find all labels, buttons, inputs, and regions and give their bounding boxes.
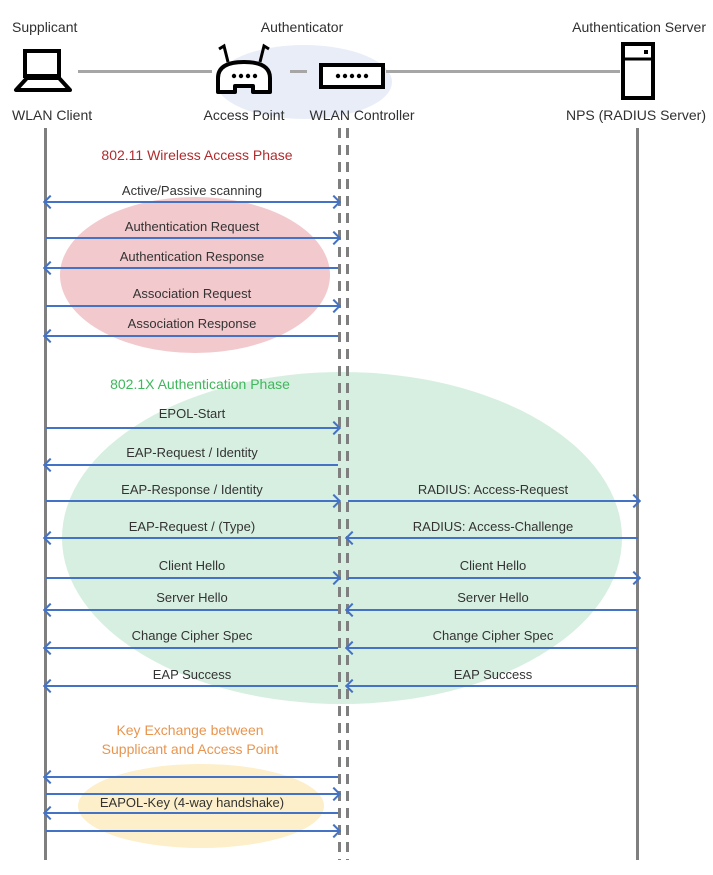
connector-client-ap: [78, 70, 212, 73]
msg-change-cipher-left-label: Change Cipher Spec: [131, 628, 253, 643]
phase-key-exchange-title-line2: Supplicant and Access Point: [101, 741, 279, 757]
msg-change-cipher-left-arrow: [46, 647, 338, 649]
device-wlan-client-label: WLAN Client: [12, 107, 93, 123]
msg-epol-start-arrow: [46, 427, 338, 429]
connector-controller-server: [386, 70, 620, 73]
msg-client-hello-left-label: Client Hello: [158, 558, 226, 573]
msg-server-hello-left-arrow: [46, 609, 338, 611]
msg-eap-success-left-arrow: [46, 685, 338, 687]
role-supplicant-label: Supplicant: [12, 19, 78, 35]
msg-change-cipher-right-label: Change Cipher Spec: [432, 628, 554, 643]
device-wlan-controller-label: WLAN Controller: [309, 107, 415, 123]
msg-eap-request-identity-arrow: [46, 464, 338, 466]
msg-eapol-key-arrow-3: [46, 812, 338, 814]
msg-radius-access-challenge-arrow: [348, 537, 638, 539]
msg-auth-request-label: Authentication Request: [124, 219, 260, 234]
msg-client-hello-right-arrow: [348, 577, 638, 579]
msg-eapol-key-arrow-1: [46, 776, 338, 778]
msg-radius-access-challenge-label: RADIUS: Access-Challenge: [412, 519, 574, 534]
role-authenticator-label: Authenticator: [260, 19, 344, 35]
msg-eap-request-type-label: EAP-Request / (Type): [128, 519, 256, 534]
laptop-icon: [12, 48, 74, 99]
role-auth-server-label: Authentication Server: [572, 19, 706, 35]
device-access-point-label: Access Point: [203, 107, 285, 123]
phase-8021x-title: 802.1X Authentication Phase: [110, 376, 290, 392]
wlan-controller-icon: [319, 63, 385, 94]
msg-eap-success-left-label: EAP Success: [152, 667, 232, 682]
msg-client-hello-right-label: Client Hello: [459, 558, 527, 573]
server-tower-icon: [621, 42, 655, 105]
msg-eapol-key-arrow-4: [46, 830, 338, 832]
phase-key-exchange-title-line1: Key Exchange between: [116, 722, 264, 738]
msg-assoc-request-label: Association Request: [132, 286, 252, 301]
msg-assoc-response-arrow: [46, 335, 338, 337]
msg-eap-request-identity-label: EAP-Request / Identity: [126, 445, 258, 460]
msg-eap-response-identity-arrow: [46, 500, 338, 502]
msg-server-hello-right-arrow: [348, 609, 638, 611]
connector-ap-controller: [290, 70, 307, 73]
msg-eap-response-identity-label: EAP-Response / Identity: [121, 482, 263, 497]
msg-scanning-arrow: [46, 201, 338, 203]
msg-auth-response-label: Authentication Response: [119, 249, 265, 264]
msg-auth-request-arrow: [46, 237, 338, 239]
msg-assoc-request-arrow: [46, 305, 338, 307]
msg-change-cipher-right-arrow: [348, 647, 638, 649]
access-point-icon: [212, 42, 276, 101]
phase-80211-title: 802.11 Wireless Access Phase: [101, 147, 293, 163]
msg-radius-access-request-label: RADIUS: Access-Request: [417, 482, 569, 497]
msg-scanning-label: Active/Passive scanning: [121, 183, 263, 198]
device-nps-label: NPS (RADIUS Server): [565, 107, 706, 123]
msg-eap-success-right-arrow: [348, 685, 638, 687]
msg-epol-start-label: EPOL-Start: [158, 406, 226, 421]
msg-eap-request-type-arrow: [46, 537, 338, 539]
msg-eapol-key-label: EAPOL-Key (4-way handshake): [99, 795, 285, 810]
msg-client-hello-left-arrow: [46, 577, 338, 579]
msg-server-hello-right-label: Server Hello: [457, 590, 529, 605]
msg-eap-success-right-label: EAP Success: [453, 667, 533, 682]
msg-assoc-response-label: Association Response: [127, 316, 257, 331]
msg-auth-response-arrow: [46, 267, 338, 269]
msg-server-hello-left-label: Server Hello: [156, 590, 228, 605]
msg-radius-access-request-arrow: [348, 500, 638, 502]
